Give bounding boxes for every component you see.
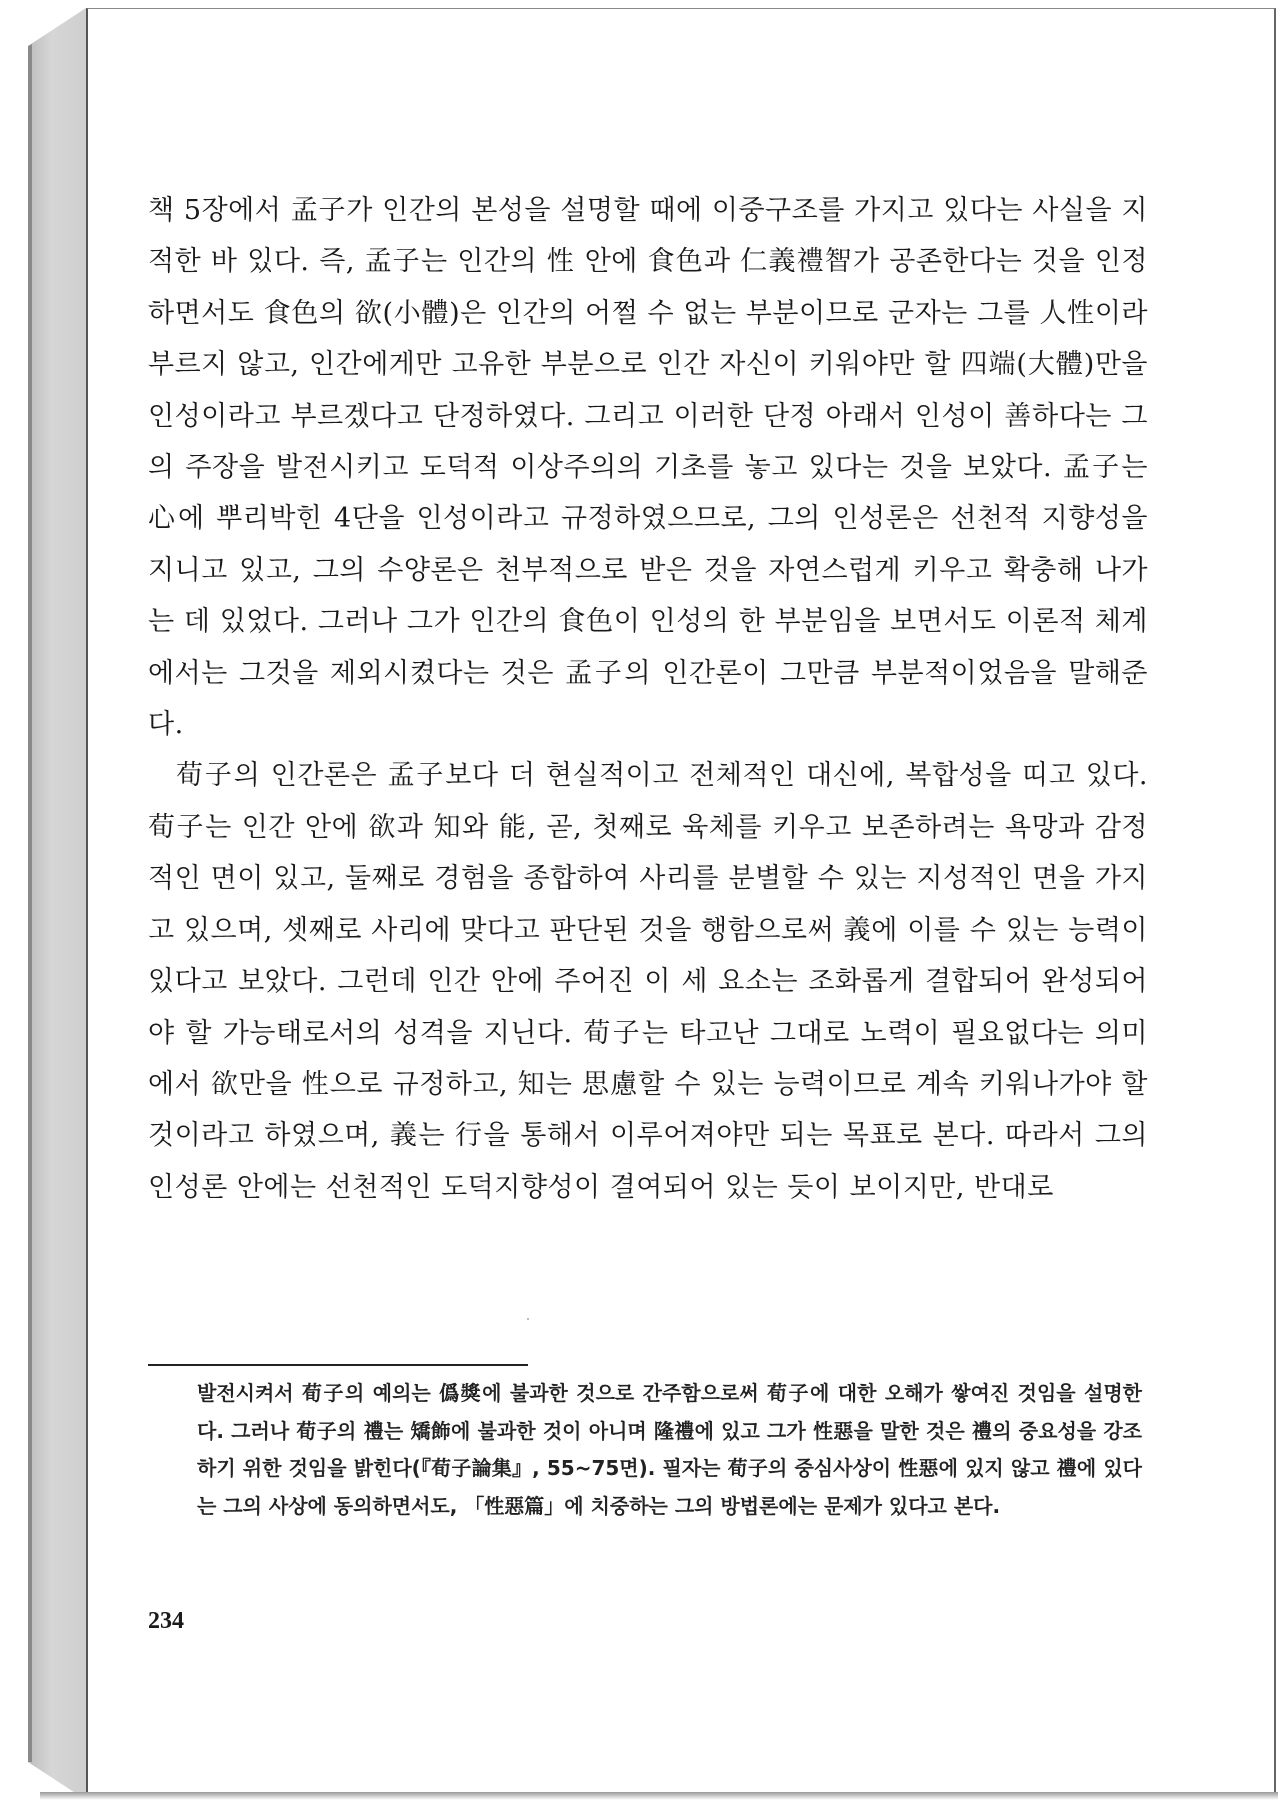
book-spine xyxy=(28,8,86,1800)
book-spine-shade xyxy=(28,8,32,1800)
page-number: 234 xyxy=(148,1608,184,1634)
footnote-rule xyxy=(148,1364,528,1366)
scan-speck xyxy=(527,1318,529,1320)
page-shadow xyxy=(40,1792,1278,1800)
paragraph: 荀子의 인간론은 孟子보다 더 현실적이고 전체적인 대신에, 복합성을 띠고 있다. 荀子는 인간 안에 欲과 知와 能, 곧, 첫째로 육체를 키우고 보존하려는 욕망과 감정적인 면이 있고, 둘째로 경험을 종합하여 사리를 분별할 수 있는 지성적인 면을 가지고 있으며, 셋째로 사리에 맞다고 판단된 것을 행함으로써 義에 이를 수 있는 능력이 있다고 보았다. 그런데 인간 안에 주어진 이 세 요소는 조화롭게 결합되어 완성되어야 할 가능태로서의 성격을 지닌다. 荀子는 타고난 그대로 노력이 필요없다는 의미에서 欲만을 性으로 규정하고, 知는 思慮할 수 있는 능력이므로 계속 키워나가야 할 것이라고 하였으며, 義는 行을 통해서 이루어져야만 되는 목표로 본다. 따라서 그의 인성론 안에는 선천적인 도덕지향성이 결여되어 있는 듯이 보이지만, 반대로 xyxy=(148,760,1148,1203)
body-text xyxy=(148,185,1148,1213)
paragraph: 책 5장에서 孟子가 인간의 본성을 설명할 때에 이중구조를 가지고 있다는 사실을 지적한 바 있다. 즉, 孟子는 인간의 性 안에 食色과 仁義禮智가 공존한다는 것을 인정하면서도 食色의 欲(小體)은 인간의 어쩔 수 없는 부분이므로 군자는 그를 人性이라 부르지 않고, 인간에게만 고유한 부분으로 인간 자신이 키워야만 할 四端(大體)만을 인성이라고 부르겠다고 단정하였다. 그리고 이러한 단정 아래서 인성이 善하다는 그의 주장을 발전시키고 도덕적 이상주의의 기초를 놓고 있다는 것을 보았다. 孟子는 心에 뿌리박힌 4단을 인성이라고 규정하였으므로, 그의 인성론은 선천적 지향성을 지니고 있고, 그의 수양론은 천부적으로 받은 것을 자연스럽게 키우고 확충해 나가는 데 있었다. 그러나 그가 인간의 食色이 인성의 한 부분임을 보면서도 이론적 체계에서는 그것을 제외시켰다는 것은 孟子의 인간론이 그만큼 부분적이었음을 말해준다. xyxy=(148,195,1148,741)
footnote xyxy=(197,1375,1142,1525)
footnote-text: 발전시켜서 荀子의 예의는 僞獎에 불과한 것으로 간주함으로써 荀子에 대한 오해가 쌓여진 것임을 설명한다. 그러나 荀子의 禮는 矯飾에 불과한 것이 아니며 隆禮에 있고 그가 性惡을 말한 것은 禮의 중요성을 강조하기 위한 것임을 밝힌다(『荀子論集』, 55~75면). 필자는 荀子의 중심사상이 性惡에 있지 않고 禮에 있다는 그의 사상에 동의하면서도, 「性惡篇」에 치중하는 그의 방법론에는 문제가 있다고 본다. xyxy=(197,1381,1142,1518)
